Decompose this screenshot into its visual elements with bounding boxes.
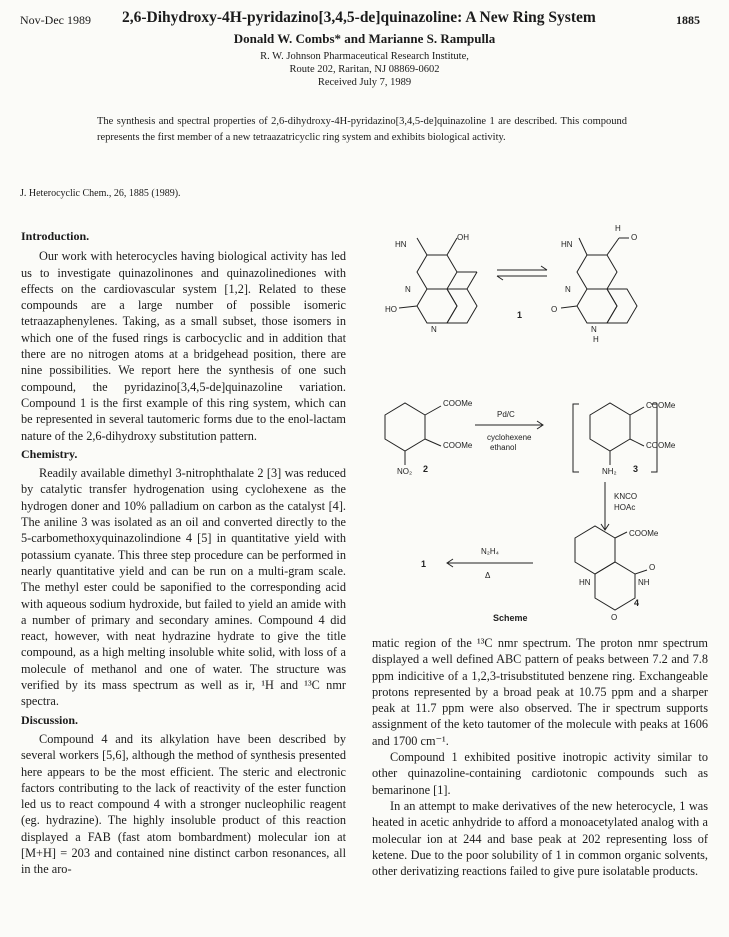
structure-1-enol [399, 238, 477, 323]
hn-label: HN [561, 240, 573, 249]
scheme-caption: Scheme [493, 613, 528, 623]
structure-1-keto [561, 238, 637, 323]
catalyst-label: Pd/C [497, 410, 515, 419]
paragraph: Compound 4 and its alkylation have been described by several workers [5,6], although the method of synthesis presented here appears to be the most efficient. The steric and electronic factors contributing to the lack of reactivity of the ester function led us to react compound 4 with a stronger nucleophilic reagent (eg. hydrazine). The highly insoluble product of this reaction displayed a FAB (fast atom bombardment) molecular ion at [M+H] = 203 and contained nine distinct carbon resonances, all in the aro- [21, 731, 346, 877]
bracket-left [573, 404, 579, 472]
affiliation-line: Route 202, Raritan, NJ 08869-0602 [289, 64, 440, 75]
n-label: N [405, 285, 411, 294]
paragraph: Readily available dimethyl 3-nitrophthalate 2 [3] was reduced by catalytic transfer hydrogenation using cyclohexene as the hydrogen doner and 10% palladium on carbon as the catalyst [4]. The aniline 3 was isolated as an oil and converted directly to the 5-carbomethoxyquinazolindione 4 [5] in quantitative yield with potassium cyanate. This three step procedure can be performed in nearly quantitative yield and can be run on a multi-gram scale. The methyl ester could be saponified to the corresponding acid with aqueous sodium hydroxide, but failed to yield an amide with a number of primary and secondary amines. Compound 4 did react, however, with neat hydrazine hydrate to give the title compound, as a high melting insoluble white solid, with loss of a molecule of methanol and one of water. The structure was verified by its mass spectrum as well as ir, ¹H and ¹³C nmr spectra. [21, 466, 346, 709]
n-label: N [565, 285, 571, 294]
reagent-label: N₂H₄ [481, 547, 499, 556]
left-column [21, 228, 346, 878]
compound-number: 4 [634, 598, 640, 608]
n-label: N [591, 325, 597, 334]
o-label: O [649, 563, 656, 572]
bracket-right [651, 404, 657, 472]
solvent-label: cyclohexene [487, 433, 532, 442]
reaction-arrow [447, 559, 533, 567]
authors: Donald W. Combs* and Marianne S. Rampulla [233, 31, 496, 46]
section-heading: Chemistry. [21, 446, 78, 461]
abstract: The synthesis and spectral properties of 2,6-dihydroxy-4H-pyridazino[3,4,5-de]quinazoline 1 are described. This compound represents the first member of a new tetraazatricyclic ring system and exhibits biological activity. [97, 116, 627, 143]
coome-label: COOMe [443, 399, 473, 408]
o-label: O [611, 613, 618, 622]
oh-label: OH [457, 233, 469, 242]
coome-label: COOMe [443, 441, 473, 450]
heat-label: Δ [485, 571, 491, 580]
hn-label: HN [395, 240, 407, 249]
article-title: 2,6-Dihydroxy-4H-pyridazino[3,4,5-de]quinazoline: A New Ring System [122, 9, 596, 26]
section-heading: Introduction. [21, 229, 90, 243]
compound-number: 1 [517, 310, 523, 320]
paragraph: Our work with heterocycles having biological activity has led us to investigate quinazolinones and quinazolinediones with effects on the cardiovascular system [1,2]. Related to these compounds are a large number of possible isomeric tetraazaphenylenes. Taking, as a small subset, those isomers in which one of the fused rings is carbocyclic and in addition that there are no nitrogen atoms at a bridgehead position, there are nine possibilities. We report here the synthesis of one such compound, the pyridazino[3,4,5-de]quinazoline variation. Compound 1 is the first example of this ring system, which can be represented in several tautomeric forms due to the enol-lactam nature of the 2,6-dihydroxy substitution pattern. [21, 249, 346, 443]
affiliation-line: R. W. Johnson Pharmaceutical Research Institute, [260, 51, 469, 62]
reagent-label: HOAc [614, 503, 636, 512]
o-label: O [551, 305, 558, 314]
citation: J. Heterocyclic Chem., 26, 1885 (1989). [20, 188, 181, 199]
h-label: H [593, 335, 599, 344]
paragraph: matic region of the ¹³C nmr spectrum. The proton nmr spectrum displayed a well defined ABC pattern of peaks between 7.2 and 7.8 ppm indicitive of a 1,2,3-trisubstituted benzene ring. Exchangeable protons represented by a broad peak at 10.75 ppm and a sharper peak at 11.7 ppm were also observed. The ir spectrum supports assignment of the keto tautomer of the molecule with peaks at 1606 and 1700 cm⁻¹. [372, 636, 708, 748]
compound-number: 2 [423, 464, 429, 474]
ho-label: HO [385, 305, 397, 314]
structure-3 [590, 403, 644, 465]
h-label: H [615, 224, 621, 233]
structure-2 [385, 403, 441, 465]
o-label: O [631, 233, 638, 242]
nh-label: NH [638, 578, 650, 587]
received-date: Received July 7, 1989 [317, 77, 412, 88]
solvent-label: ethanol [490, 443, 517, 452]
reaction-scheme [365, 220, 715, 625]
equilibrium-arrow [497, 266, 547, 280]
reaction-arrow [475, 421, 543, 429]
paragraph: Compound 1 exhibited positive inotropic activity similar to other quinazoline-containing cardiotonic compounds such as bemarinone [1]. [372, 750, 708, 797]
journal-issue: Nov-Dec 1989 [20, 13, 91, 27]
section-heading: Discussion. [21, 712, 79, 727]
compound-number: 3 [633, 464, 639, 474]
right-column [372, 635, 708, 879]
reaction-arrow [601, 482, 609, 530]
coome-label: COOMe [629, 529, 659, 538]
page-number: 1885 [676, 13, 700, 27]
coome-label: COOMe [646, 401, 676, 410]
hn-label: HN [579, 578, 591, 587]
reagent-label: KNCO [614, 492, 638, 501]
no2-label: NO₂ [397, 467, 413, 476]
paragraph: In an attempt to make derivatives of the new heterocycle, 1 was heated in acetic anhydride to afford a monoacetylated analog with a molecular ion at 244 and base peak at 202 representing loss of ketene. Due to the poor solubility of 1 in common organic solvents, other derivatizing reactions failed to give pure isolatable products. [372, 798, 708, 879]
affiliation [0, 50, 729, 89]
compound-number: 1 [421, 559, 427, 569]
coome-label: COOMe [646, 441, 676, 450]
nh2-label: NH₂ [602, 467, 617, 476]
n-label: N [431, 325, 437, 334]
